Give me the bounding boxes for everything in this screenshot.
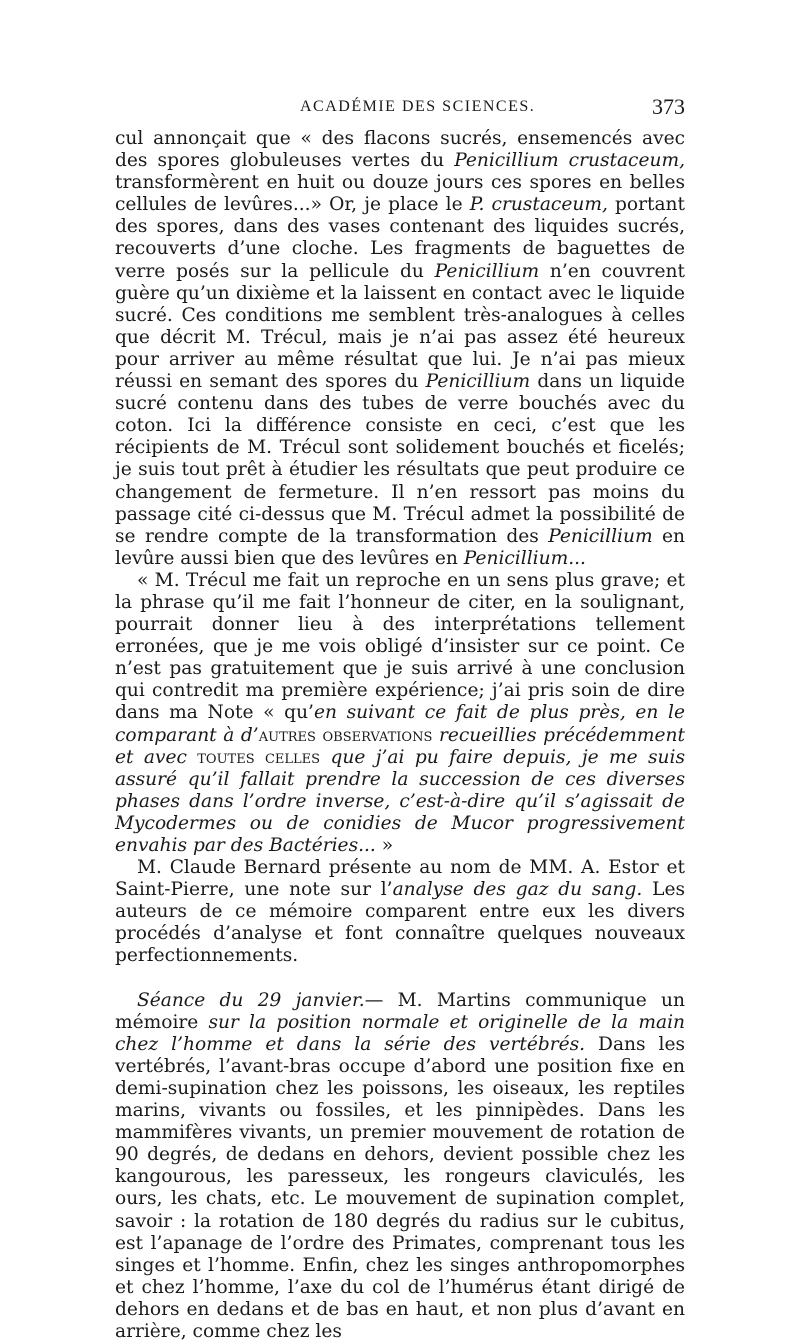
text-run: — M. Martins communique un mémoire <box>115 989 685 1033</box>
italic-run: P. crustaceum, <box>469 194 608 216</box>
text-run: portant des spores, dans des vases contenant des liquides sucrés, recouverts d’une cloche. Les fragments de baguettes de verre posés sur la pellicule du <box>115 194 685 282</box>
text-run: « M. Trécul me fait un reproche en un sens plus grave; et la phrase qu’il me fait l’honneur de citer, en la soulignant, pourrait donner lieu à des interprétations tellement erronées, que je me vois obligé d’insister sur ce point. Ce n’est pas gratuitement que je suis arrivé à une conclusion qui contredit ma première expérience; j’ai pris soin de dire dans ma Note « qu’ <box>115 569 685 724</box>
italic-run: Séance du 29 janvier. <box>137 989 365 1011</box>
italic-run: analyse des gaz du sang. <box>392 879 643 901</box>
running-head <box>0 94 800 124</box>
paragraph-reply <box>115 570 685 857</box>
italic-run: que j’ai pu faire depuis, je me suis assuré qu’il fallait prendre la succession de ces diverses phases dans l’ordre inverse, c’est-à-dire qu’il s’agissait de Mycodermes ou de conidies de Mucor progressivement envahis par des Bactéries... <box>115 746 686 856</box>
italic-run: Penicillium <box>548 525 653 547</box>
text-run: Les auteurs de ce mémoire comparent entre eux les divers procédés d’analyse et font connaître quelques nouveaux perfectionnements. <box>115 879 686 967</box>
paragraph-bernard <box>115 857 685 967</box>
italic-run: Penicillium crustaceum, <box>454 150 685 172</box>
italic-run: Penicillium... <box>463 547 586 569</box>
text-run: n’en couvrent guère qu’un dixième et la laissent en contact avec le liquide sucré. Ces conditions me semblent très-analogues à celles que décrit M. Trécul, mais je n’ai pas assez été heureux pour arriver au même résultat que lui. Je n’ai pas mieux réussi en semant des spores du <box>115 260 685 393</box>
text-run: transformèrent en huit ou douze jours ces spores en belles cellules de levûres...» Or, je place le <box>115 172 685 216</box>
smallcaps-run: toutes celles <box>197 746 321 768</box>
text-run: cul annonçait que « des flacons sucrés, ensemencés avec des spores globuleuses vertes du <box>115 128 685 172</box>
body-text <box>115 128 685 1343</box>
section-gap <box>115 968 685 990</box>
italic-run: Penicillium <box>425 371 531 393</box>
smallcaps-run: autres observations <box>258 724 433 746</box>
italic-run: recueillies précédemment et avec <box>115 724 685 768</box>
text-run: dans un liquide sucré contenu dans des tubes de verre bouchés avec du coton. Ici la différence consiste en ceci, c’est que les récipients de M. Trécul sont solidement bouchés et ficelés; je suis tout prêt à étudier les résultats que peut produire ce changement de fermeture. Il n’en ressort pas moins du passage cité ci-dessus que M. Trécul admet la possibilité de se rendre compte de la transformation des <box>115 371 686 547</box>
paragraph-seance <box>115 990 685 1343</box>
text-run: en levûre aussi bien que des levûres en <box>115 525 685 569</box>
italic-run: sur la position normale et originelle de la main chez l’homme et dans la série des vertébrés. <box>115 1011 685 1055</box>
page-number: 373 <box>652 94 685 119</box>
text-run: M. Claude Bernard présente au nom de MM. A. Estor et Saint-Pierre, une note sur l’ <box>115 857 685 901</box>
running-title: ACADÉMIE DES SCIENCES. <box>300 98 536 115</box>
paragraph-continuation <box>115 128 685 570</box>
text-run: » <box>375 835 394 856</box>
text-run: Dans les vertébrés, l’avant-bras occupe d’abord une position fixe en demi-supination chez les poissons, les oiseaux, les reptiles marins, vivants ou fossiles, et les pinnipèdes. Dans les mammifères vivants, un premier mouvement de rotation de 90 degrés, de dedans en dehors, devient possible chez les kangourous, les paresseux, les rongeurs claviculés, les ours, les chats, etc. Le mouvement de supination complet, savoir : la rotation de 180 degrés du radius sur le cubitus, est l’apanage de l’ordre des Primates, comprenant tous les singes et l’homme. Enfin, chez les singes anthropomorphes et chez l’homme, l’axe du col de l’humérus étant dirigé de dehors en dedans et de bas en haut, et non plus d’avant en arrière, comme chez les <box>115 1033 685 1342</box>
italic-run: en suivant ce fait de plus près, en le comparant à d’ <box>115 702 686 746</box>
italic-run: Penicillium <box>434 260 540 282</box>
